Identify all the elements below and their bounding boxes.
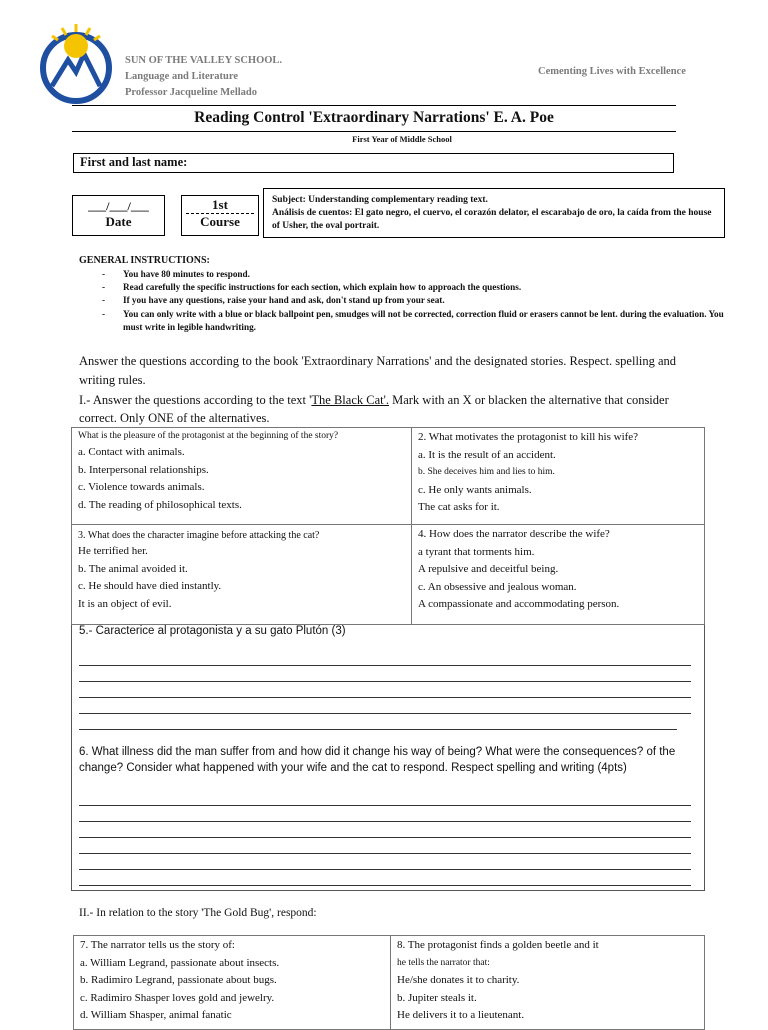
answer-line[interactable]: [79, 681, 691, 682]
question-5-text: 5.- Caracterice al protagonista y a su gato Plutón (3): [79, 625, 346, 637]
answer-line[interactable]: [79, 665, 691, 666]
option[interactable]: He delivers it to a lieutenant.: [397, 1009, 525, 1021]
option[interactable]: c. Radimiro Shasper loves gold and jewelry.: [80, 991, 275, 1004]
question-text: 3. What does the character imagine before attacking the cat?: [78, 530, 320, 541]
professor-name: Professor Jacqueline Mellado: [125, 87, 258, 98]
option[interactable]: c. He should have died instantly.: [78, 580, 222, 592]
question-1: [71, 427, 412, 525]
question-2: [411, 427, 705, 525]
page-subtitle: First Year of Middle School: [352, 134, 452, 144]
question-text: What is the pleasure of the protagonist at the beginning of the story?: [78, 431, 339, 441]
option[interactable]: c. Violence towards animals.: [78, 481, 205, 493]
question-text: 8. The protagonist finds a golden beetle and it: [397, 939, 599, 951]
date-value: ___/___/___: [88, 199, 149, 213]
school-name: SUN OF THE VALLEY SCHOOL.: [125, 55, 283, 66]
option[interactable]: b. The animal avoided it.: [78, 562, 188, 575]
option[interactable]: a. It is the result of an accident.: [418, 448, 556, 461]
instruction-item: - You can only write with a blue or black ballpoint pen, smudges will not be corrected, correction fluid or erasers cannot be lent. during the evaluation. You must write in legible handwriting.: [100, 308, 725, 334]
date-label: Date: [105, 214, 132, 229]
option[interactable]: b. Interpersonal relationships.: [78, 463, 209, 476]
subject-area: Language and Literature: [125, 71, 238, 82]
answer-line[interactable]: [79, 697, 691, 698]
subject-line: Subject: Understanding complementary reading text.: [272, 195, 488, 205]
answer-line[interactable]: [79, 713, 691, 714]
question-text: 7. The narrator tells us the story of:: [80, 939, 235, 951]
instruction-item: - You have 80 minutes to respond.: [100, 268, 725, 281]
option[interactable]: He/she donates it to charity.: [397, 974, 520, 986]
question-8: [390, 935, 705, 1030]
answer-line[interactable]: [79, 805, 691, 806]
section2-instructions: II.- In relation to the story 'The Gold Bug', respond:: [79, 907, 317, 919]
option[interactable]: d. William Shasper, animal fanatic: [80, 1009, 232, 1021]
instruction-item: - If you have any questions, raise your hand and ask, don't stand up from your seat.: [100, 294, 725, 307]
option[interactable]: d. The reading of philosophical texts.: [78, 498, 242, 511]
option[interactable]: a tyrant that torments him.: [418, 545, 535, 558]
option[interactable]: He terrified her.: [78, 545, 148, 557]
answer-line[interactable]: [79, 853, 691, 854]
question-6-text: 6. What illness did the man suffer from and how did it change his way of being? What were the consequences? of the change? Consider what happened with your wife and the cat to respond. Respect spelling and writing (4pts): [79, 746, 676, 774]
course-value: 1st: [186, 197, 254, 214]
section1-suffix: Mark with an X or blacken the alternative that consider correct. Only ONE of the alternatives.: [79, 393, 669, 425]
option[interactable]: a. William Legrand, passionate about insects.: [80, 956, 280, 969]
school-header: [125, 53, 282, 101]
question-7: [73, 935, 391, 1030]
instructions-list: [100, 268, 725, 334]
answer-line[interactable]: [79, 837, 691, 838]
story-title: The Black Cat'.: [311, 393, 389, 407]
answer-line[interactable]: [79, 885, 691, 886]
name-field[interactable]: [73, 153, 674, 173]
answer-line[interactable]: [79, 869, 691, 870]
option[interactable]: The cat asks for it.: [418, 501, 500, 513]
course-label: Course: [200, 214, 240, 229]
option[interactable]: c. He only wants animals.: [418, 483, 532, 496]
date-field[interactable]: [72, 195, 165, 236]
subject-box: [263, 188, 725, 238]
course-field: [181, 195, 259, 236]
option[interactable]: a. Contact with animals.: [78, 446, 185, 458]
option[interactable]: b. Jupiter steals it.: [397, 991, 477, 1004]
answer-line[interactable]: [79, 729, 677, 730]
divider: [72, 131, 676, 132]
question-text: 2. What motivates the protagonist to kill his wife?: [418, 431, 639, 443]
divider: [72, 105, 676, 106]
question-4: [411, 524, 705, 625]
option[interactable]: he tells the narrator that:: [397, 957, 490, 968]
answer-line[interactable]: [79, 821, 691, 822]
page-title: Reading Control 'Extraordinary Narrations' E. A. Poe: [194, 109, 554, 126]
option[interactable]: It is an object of evil.: [78, 597, 172, 610]
question-3: [71, 524, 412, 625]
option[interactable]: b. Radimiro Legrand, passionate about bugs.: [80, 974, 277, 986]
question-text: 4. How does the narrator describe the wife?: [418, 528, 610, 540]
option[interactable]: A compassionate and accommodating person.: [418, 598, 620, 610]
subject-stories: Análisis de cuentos: El gato negro, el cuervo, el corazón delator, el escarabajo de oro, la caída from the house of Usher, the oval portrait.: [272, 208, 712, 231]
option[interactable]: A repulsive and deceitful being.: [418, 563, 559, 575]
section1-instructions: [79, 391, 689, 427]
school-motto: Cementing Lives with Excellence: [538, 66, 686, 77]
instruction-item: - Read carefully the specific instructions for each section, which explain how to approach the questions.: [100, 281, 725, 294]
option[interactable]: b. She deceives him and lies to him.: [418, 467, 555, 477]
section1-prefix: I.- Answer the questions according to the text ': [79, 393, 312, 407]
instructions-title: GENERAL INSTRUCTIONS:: [79, 255, 210, 266]
name-field-label: First and last name:: [80, 155, 188, 169]
intro-text: Answer the questions according to the book 'Extraordinary Narrations' and the designated stories. Respect. spelling and writing rules.: [79, 354, 677, 387]
option[interactable]: c. An obsessive and jealous woman.: [418, 580, 577, 593]
school-logo-icon: [38, 24, 118, 108]
